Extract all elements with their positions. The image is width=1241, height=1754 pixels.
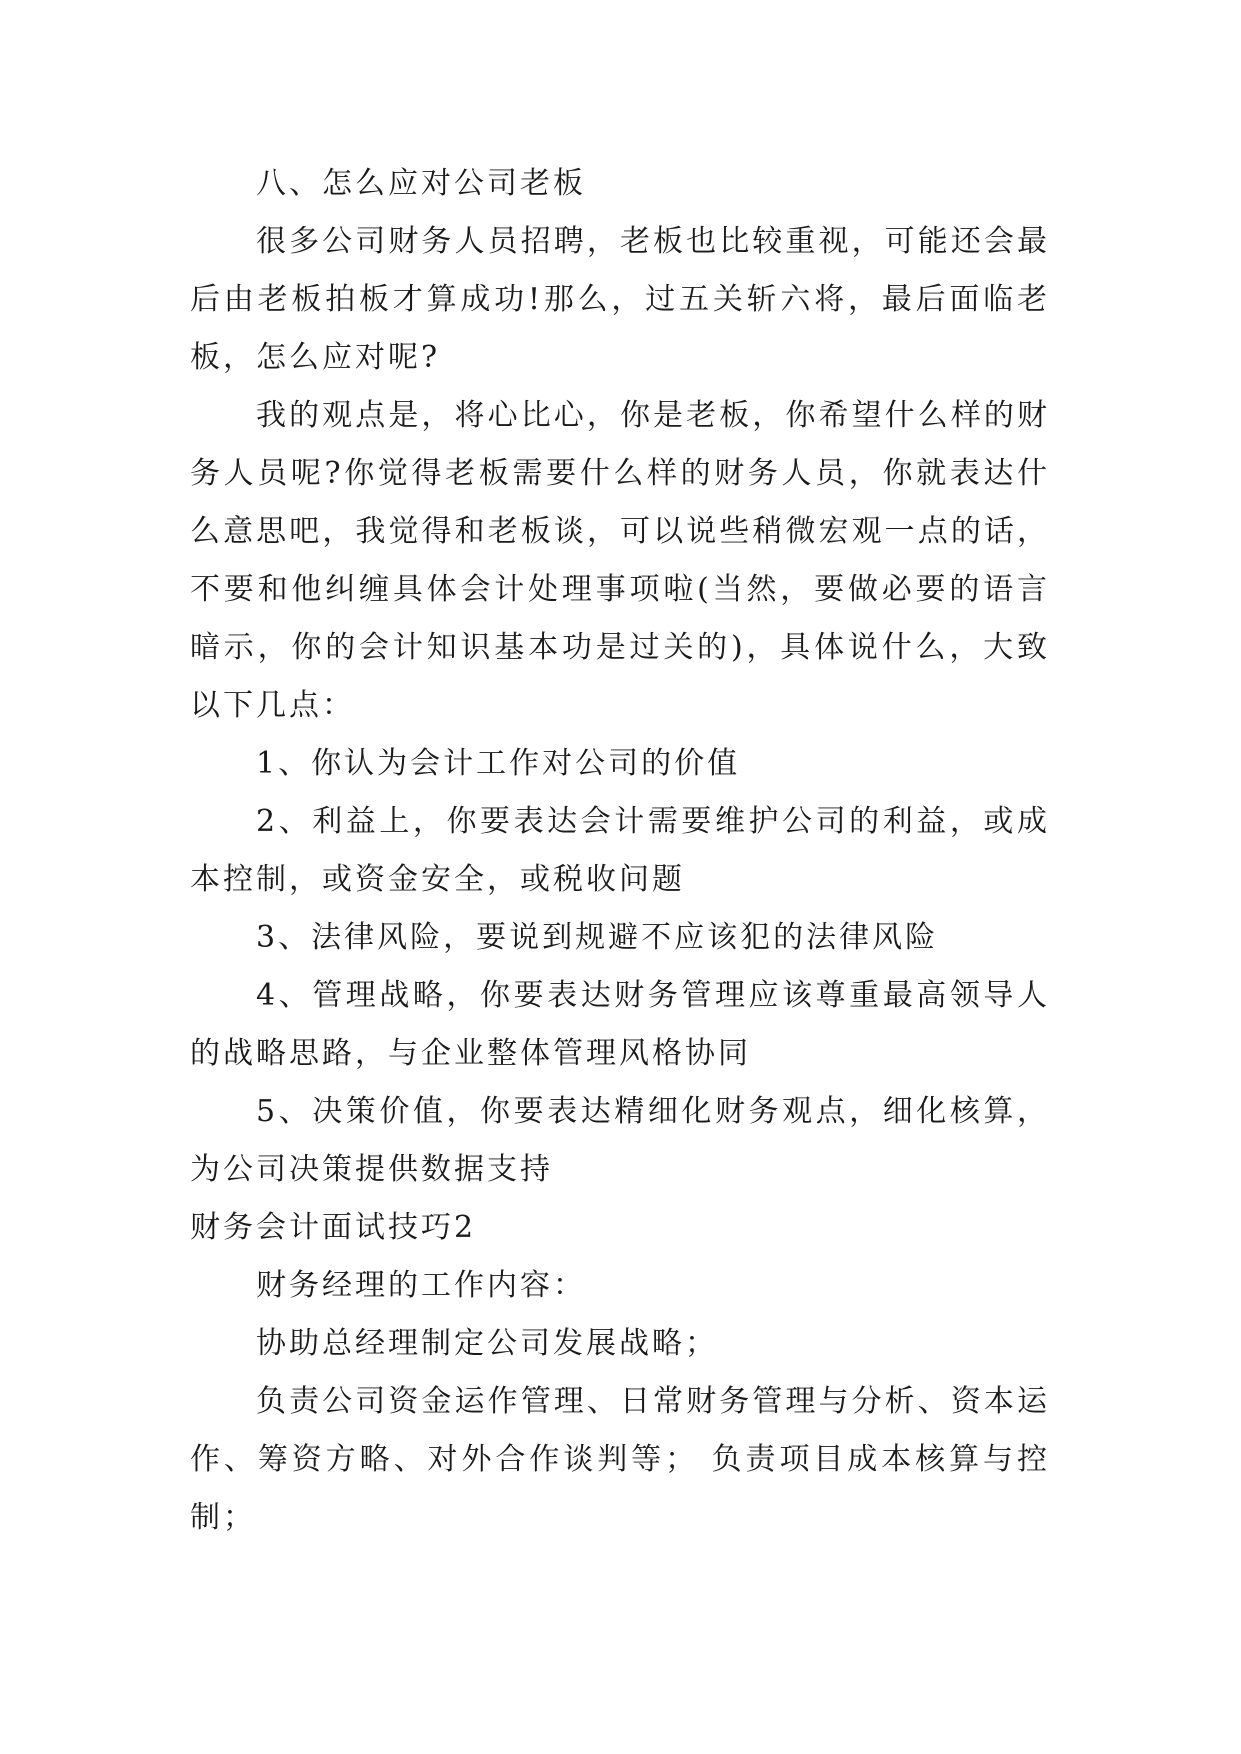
list-item-2: 2、利益上，你要表达会计需要维护公司的利益，或成本控制，或资金安全，或税收问题 bbox=[190, 804, 1050, 897]
article-title: 财务会计面试技巧2 bbox=[190, 1210, 477, 1245]
list-item-1: 1、你认为会计工作对公司的价值 bbox=[256, 746, 741, 781]
document-body bbox=[190, 155, 1050, 1547]
list-item-3: 3、法律风险，要说到规避不应该犯的法律风险 bbox=[256, 920, 939, 955]
paragraph-boss-intro: 很多公司财务人员招聘，老板也比较重视，可能还会最后由老板拍板才算成功!那么，过五关斩六将，最后面临老板，怎么应对呢? bbox=[190, 224, 1050, 375]
list-item-5: 5、决策价值，你要表达精细化财务观点，细化核算，为公司决策提供数据支持 bbox=[190, 1094, 1050, 1187]
section-heading-boss: 八、怎么应对公司老板 bbox=[256, 166, 586, 201]
paragraph-job-content-heading: 财务经理的工作内容： bbox=[256, 1268, 586, 1303]
paragraph-responsibilities: 负责公司资金运作管理、日常财务管理与分析、资本运作、筹资方略、对外合作谈判等； 负责项目成本核算与控制； bbox=[190, 1384, 1050, 1535]
paragraph-viewpoint: 我的观点是，将心比心，你是老板，你希望什么样的财务人员呢?你觉得老板需要什么样的财务人员，你就表达什么意思吧，我觉得和老板谈，可以说些稍微宏观一点的话，不要和他纠缠具体会计处理事项啦(当然，要做必要的语言暗示，你的会计知识基本功是过关的)，具体说什么，大致以下几点： bbox=[190, 398, 1050, 723]
paragraph-assist-strategy: 协助总经理制定公司发展战略； bbox=[256, 1326, 718, 1361]
list-item-4: 4、管理战略，你要表达财务管理应该尊重最高领导人的战略思路，与企业整体管理风格协同 bbox=[190, 978, 1050, 1071]
